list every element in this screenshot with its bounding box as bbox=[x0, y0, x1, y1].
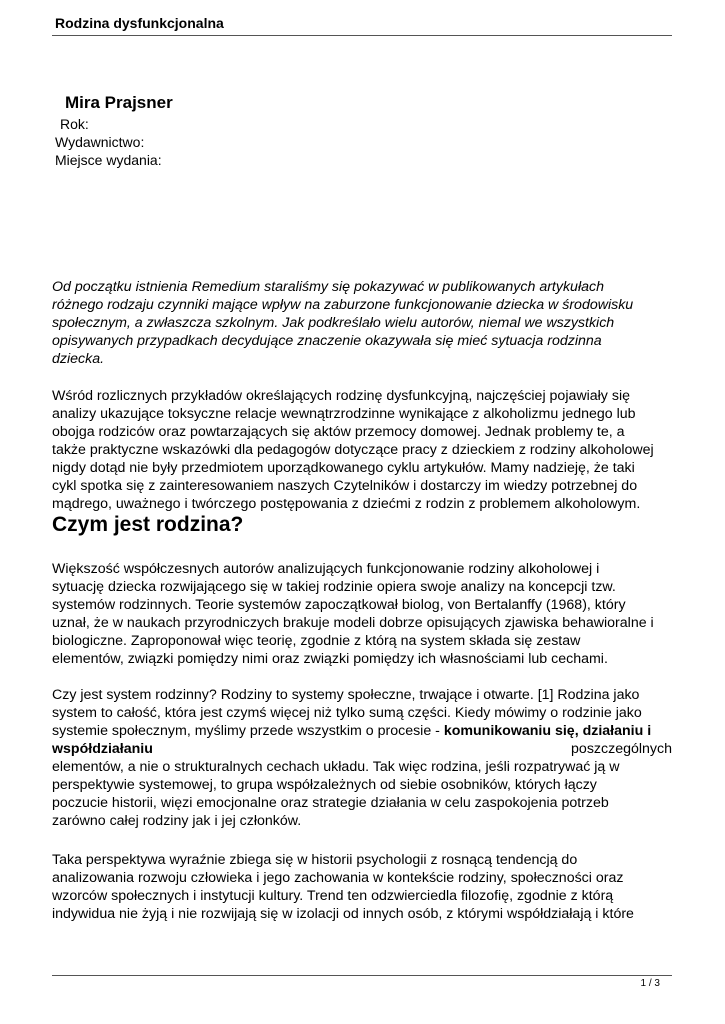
year-label: Rok: bbox=[60, 116, 89, 132]
paragraph-line: uznał, że w naukach przyrodniczych brakuje modeli dobrze opisujących zjawiska behawioralne i bbox=[52, 615, 654, 631]
intro-line: dziecka. bbox=[52, 351, 105, 367]
intro-line: społecznym, a zwłaszcza szkolnym. Jak podkreślało wielu autorów, niemal we wszystkich bbox=[52, 315, 615, 331]
paragraph-3 bbox=[52, 686, 672, 830]
paragraph-line: analizy ukazujące toksyczne relacje wewnątrzrodzinne wynikające z alkoholizmu jednego lub bbox=[52, 406, 636, 422]
intro-line: Od początku istnienia Remedium staraliśmy się pokazywać w publikowanych artykułach bbox=[52, 279, 604, 295]
paragraph-line: mądrego, uważnego i twórczego postępowania z dziećmi z rodzin z problemem alkoholowym. bbox=[52, 496, 641, 512]
intro-line: różnego rodzaju czynniki mające wpływ na zaburzone funkcjonowanie dziecka w środowisku bbox=[52, 297, 634, 313]
paragraph-line: systemów rodzinnych. Teorie systemów zapoczątkował biolog, von Bertalanffy (1968), który bbox=[52, 597, 626, 613]
bold-emphasis: współdziałaniu bbox=[52, 741, 153, 757]
place-of-publication-label: Miejsce wydania: bbox=[55, 152, 162, 168]
header-divider bbox=[52, 35, 672, 36]
paragraph-line: Większość współczesnych autorów analizujących funkcjonowanie rodziny alkoholowej i bbox=[52, 561, 600, 577]
paragraph-line: cykl spotka się z zainteresowaniem naszych Czytelników i dostarczy im wiedzy potrzebnej do bbox=[52, 478, 638, 494]
paragraph-line: zarówno całej rodziny jak i jej członków. bbox=[52, 813, 302, 829]
paragraph-line: sytuację dziecka rozwijającego się w takiej rodzinie opiera swoje analizy na koncepcji tzw. bbox=[52, 579, 616, 595]
paragraph-line: Taka perspektywa wyraźnie zbiega się w historii psychologii z rosnącą tendencją do bbox=[52, 852, 578, 868]
paragraph-line bbox=[52, 740, 672, 758]
paragraph-2 bbox=[52, 560, 672, 668]
intro-line: opisywanych przypadkach decydujące znaczenie okazywała się mieć sytuacja rodzinna bbox=[52, 333, 602, 349]
publisher-label: Wydawnictwo: bbox=[55, 134, 145, 150]
paragraph-4 bbox=[52, 851, 672, 923]
paragraph-line: system to całość, która jest czymś więcej niż tylko sumą części. Kiedy mówimy o rodzinie jako bbox=[52, 705, 642, 721]
paragraph-line: także praktyczne wskazówki dla pedagogów dotyczące pracy z dzieckiem z rodziny alkoholowej bbox=[52, 442, 654, 458]
author-name: Mira Prajsner bbox=[65, 93, 173, 112]
paragraph-line: Czy jest system rodzinny? Rodziny to systemy społeczne, trwające i otwarte. [1] Rodzina jako bbox=[52, 687, 640, 703]
paragraph-line: poczucie historii, więzi emocjonalne oraz strategie działania w celu zaspokojenia potrzeb bbox=[52, 795, 609, 811]
paragraph-line: elementów, a nie o strukturalnych cechach układu. Tak więc rodzina, jeśli rozpatrywać ją w bbox=[52, 759, 620, 775]
paragraph-line: perspektywie systemowej, to grupa współzależnych od siebie osobników, których łączy bbox=[52, 777, 597, 793]
paragraph-text: systemie społecznym, myślimy przede wszystkim o procesie - bbox=[52, 723, 444, 739]
footer-divider bbox=[52, 975, 672, 976]
paragraph-line: indywidua nie żyją i nie rozwijają się w izolacji od innych osób, z którymi współdziałają i które bbox=[52, 906, 634, 922]
paragraph-line: biologiczne. Zaproponował więc teorię, zgodnie z którą na system składa się zestaw bbox=[52, 633, 581, 649]
intro-paragraph bbox=[52, 278, 672, 368]
section-heading: Czym jest rodzina? bbox=[52, 513, 244, 536]
paragraph-1 bbox=[52, 387, 672, 513]
paragraph-text: poszczególnych bbox=[571, 741, 672, 757]
paragraph-line: Wśród rozlicznych przykładów określających rodzinę dysfunkcyjną, najczęściej pojawiały się bbox=[52, 388, 630, 404]
document-header-title: Rodzina dysfunkcjonalna bbox=[55, 15, 224, 31]
paragraph-line: nigdy dotąd nie były przedmiotem uporządkowanego cyklu artykułów. Mamy nadzieję, że taki bbox=[52, 460, 635, 476]
paragraph-line bbox=[52, 722, 672, 740]
paragraph-line: wzorców społecznych i instytucji kultury. Trend ten odzwierciedla filozofię, zgodnie z którą bbox=[52, 888, 614, 904]
bold-emphasis: komunikowaniu się, działaniu i bbox=[443, 723, 652, 739]
paragraph-line: analizowania rozwoju człowieka i jego zachowania w kontekście rodziny, społeczności oraz bbox=[52, 870, 624, 886]
page-number: 1 / 3 bbox=[640, 978, 660, 989]
paragraph-line: elementów, związki pomiędzy nimi oraz związki pomiędzy ich własnościami lub cechami. bbox=[52, 651, 608, 667]
paragraph-line: obojga rodziców oraz powtarzających się aktów przemocy domowej. Jednak problemy te, a bbox=[52, 424, 625, 440]
